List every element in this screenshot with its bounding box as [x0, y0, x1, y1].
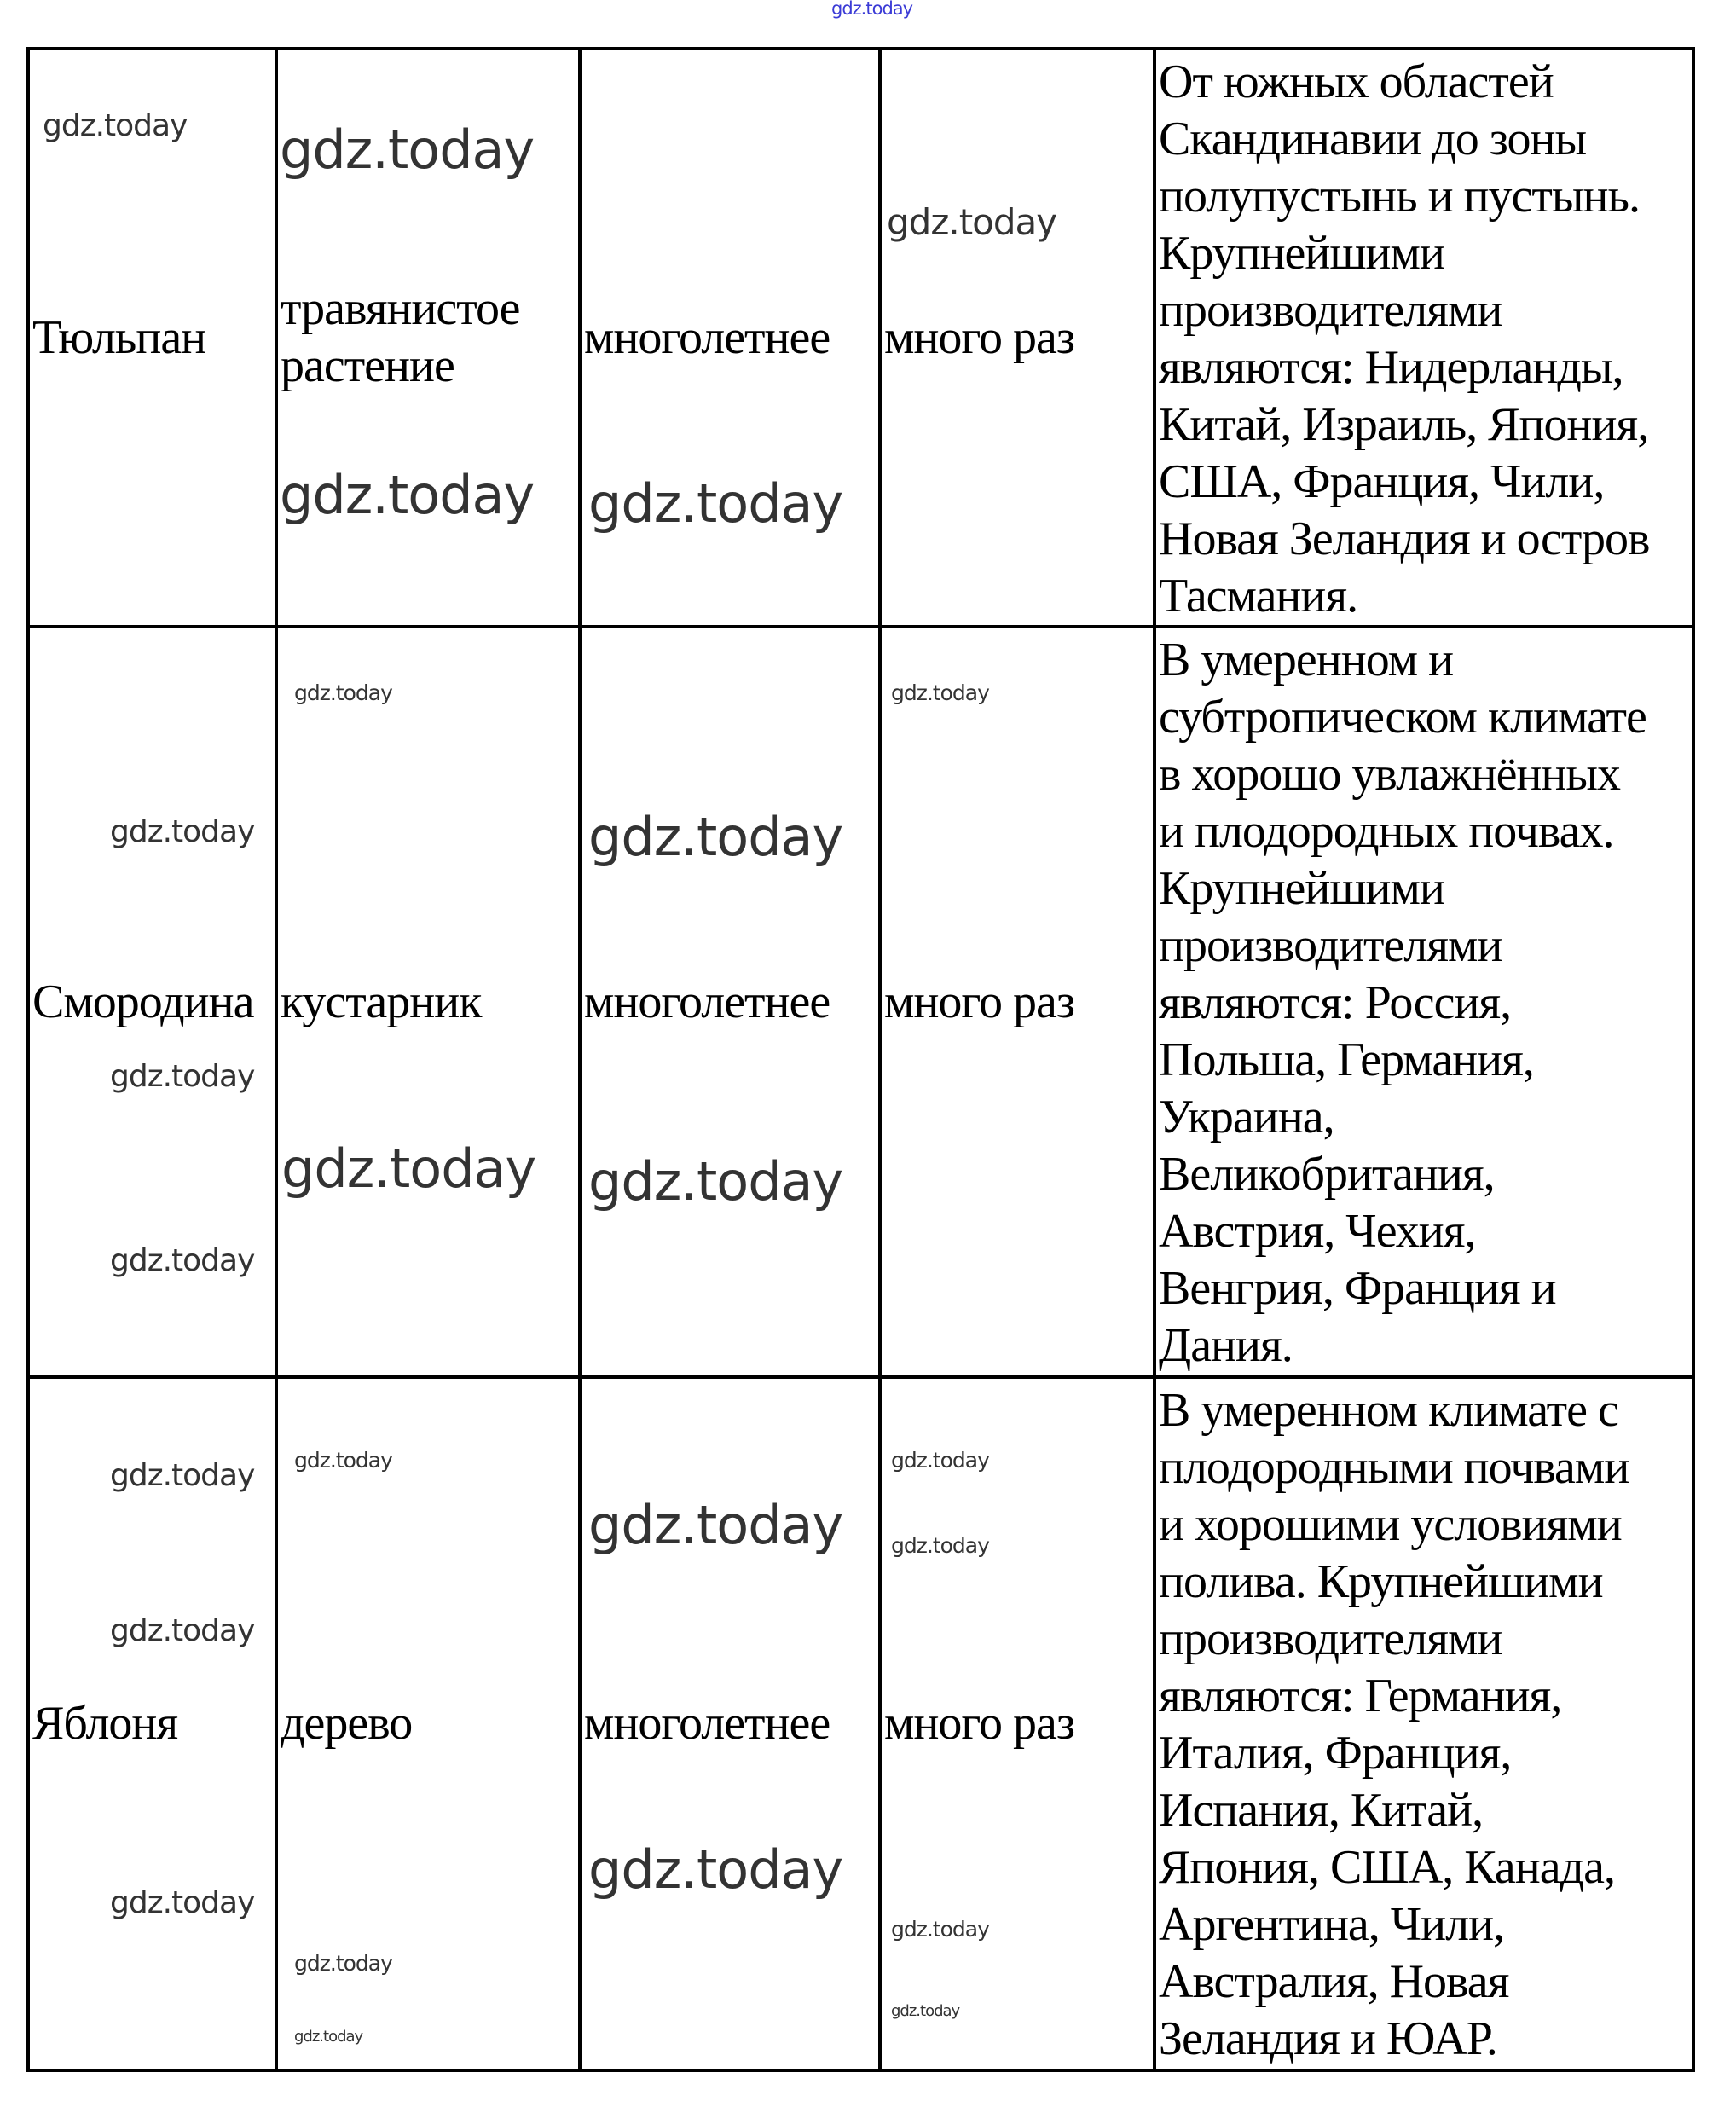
range-line: субтропическом климате [1159, 691, 1646, 744]
watermark: gdz.today [110, 1458, 255, 1493]
range-line: производителями [1159, 284, 1502, 337]
plant-form-line: травянистое [281, 282, 520, 335]
lifespan: многолетнее [584, 310, 830, 364]
fruiting-cell [880, 49, 1154, 627]
range-line: Крупнейшими [1159, 227, 1444, 280]
range-line: полупустынь и пустынь. [1159, 170, 1641, 223]
range-line: Испания, Китай, [1159, 1784, 1484, 1837]
range-line: От южных областей [1159, 55, 1554, 108]
range-line: являются: Россия, [1159, 976, 1512, 1029]
range-line: и плодородных почвах. [1159, 805, 1614, 858]
fruiting: много раз [884, 975, 1074, 1028]
range-line: являются: Нидерланды, [1159, 341, 1623, 394]
range-line: В умеренном климате с [1159, 1384, 1618, 1437]
range-line: производителями [1159, 1612, 1502, 1665]
range-line: Польша, Германия, [1159, 1033, 1534, 1086]
plant-form-line: дерево [281, 1697, 413, 1750]
fruiting-cell [880, 1377, 1154, 2070]
range-line: США, Франция, Чили, [1159, 455, 1605, 508]
watermark: gdz.today [588, 1494, 843, 1556]
fruiting: много раз [884, 1697, 1074, 1750]
watermark: gdz.today [281, 1137, 536, 1200]
plant-name: Тюльпан [32, 310, 206, 364]
range-line: и хорошими условиями [1159, 1498, 1622, 1551]
range-line: Скандинавии до зоны [1159, 113, 1587, 165]
watermark: gdz.today [588, 1150, 843, 1213]
range-line: полива. Крупнейшими [1159, 1555, 1603, 1608]
watermark: gdz.today [110, 1885, 255, 1920]
watermark: gdz.today [110, 1059, 255, 1094]
range-line: Новая Зеландия и остров [1159, 512, 1650, 565]
watermark: gdz.today [891, 1533, 989, 1558]
watermark: gdz.today [280, 464, 535, 526]
plant-form-line: кустарник [281, 975, 482, 1028]
plant-name: Яблоня [32, 1697, 178, 1750]
range-line: Венгрия, Франция и [1159, 1262, 1556, 1315]
table-row [28, 1377, 1693, 2070]
watermark: gdz.today [43, 108, 188, 143]
plants-table [26, 47, 1695, 2072]
watermark: gdz.today [588, 806, 843, 868]
watermark: gdz.today [294, 680, 392, 705]
range-cell [1154, 49, 1693, 627]
range-line: Италия, Франция, [1159, 1727, 1512, 1780]
watermark: gdz.today [887, 201, 1057, 243]
fruiting-cell [880, 627, 1154, 1377]
range-line: Дания. [1159, 1319, 1293, 1372]
range-line: Китай, Израиль, Япония, [1159, 398, 1649, 451]
range-line: Австралия, Новая [1159, 1955, 1509, 2008]
range-line: в хорошо увлажнённых [1159, 748, 1621, 801]
lifespan-cell [580, 627, 880, 1377]
range-cell [1154, 1377, 1693, 2070]
watermark: gdz.today [294, 2028, 363, 2046]
watermark: gdz.today [110, 814, 255, 849]
watermark: gdz.today [294, 1951, 392, 1976]
watermark: gdz.today [110, 1243, 255, 1278]
range-line: плодородными почвами [1159, 1441, 1629, 1494]
watermark: gdz.today [280, 119, 535, 181]
range-line: Тасмания. [1159, 570, 1358, 622]
range-line: Япония, США, Канада, [1159, 1841, 1615, 1894]
range-line: Великобритания, [1159, 1148, 1495, 1201]
table-row [28, 627, 1693, 1377]
lifespan-cell [580, 49, 880, 627]
watermark: gdz.today [588, 472, 843, 535]
watermark: gdz.today [294, 1448, 392, 1473]
lifespan-cell [580, 1377, 880, 2070]
plant-name: Смородина [32, 975, 254, 1028]
range-line: Австрия, Чехия, [1159, 1205, 1476, 1258]
range-line: В умеренном и [1159, 634, 1454, 686]
lifespan: многолетнее [584, 1697, 830, 1750]
range-line: являются: Германия, [1159, 1670, 1562, 1722]
watermark: gdz.today [891, 1917, 989, 1942]
watermark: gdz.today [831, 0, 913, 19]
lifespan: многолетнее [584, 975, 830, 1028]
watermark: gdz.today [110, 1613, 255, 1648]
plant-form-line: растение [281, 339, 454, 392]
fruiting: много раз [884, 310, 1074, 364]
table-row [28, 49, 1693, 627]
watermark: gdz.today [891, 680, 989, 705]
range-line: Украина, [1159, 1091, 1334, 1143]
range-line: Зеландия и ЮАР. [1159, 2012, 1497, 2065]
range-line: производителями [1159, 919, 1502, 972]
range-line: Аргентина, Чили, [1159, 1898, 1505, 1951]
watermark: gdz.today [588, 1838, 843, 1901]
range-line: Крупнейшими [1159, 862, 1444, 915]
watermark: gdz.today [891, 1448, 989, 1473]
watermark: gdz.today [891, 2002, 960, 2020]
range-cell [1154, 627, 1693, 1377]
plant-form-cell [276, 627, 580, 1377]
